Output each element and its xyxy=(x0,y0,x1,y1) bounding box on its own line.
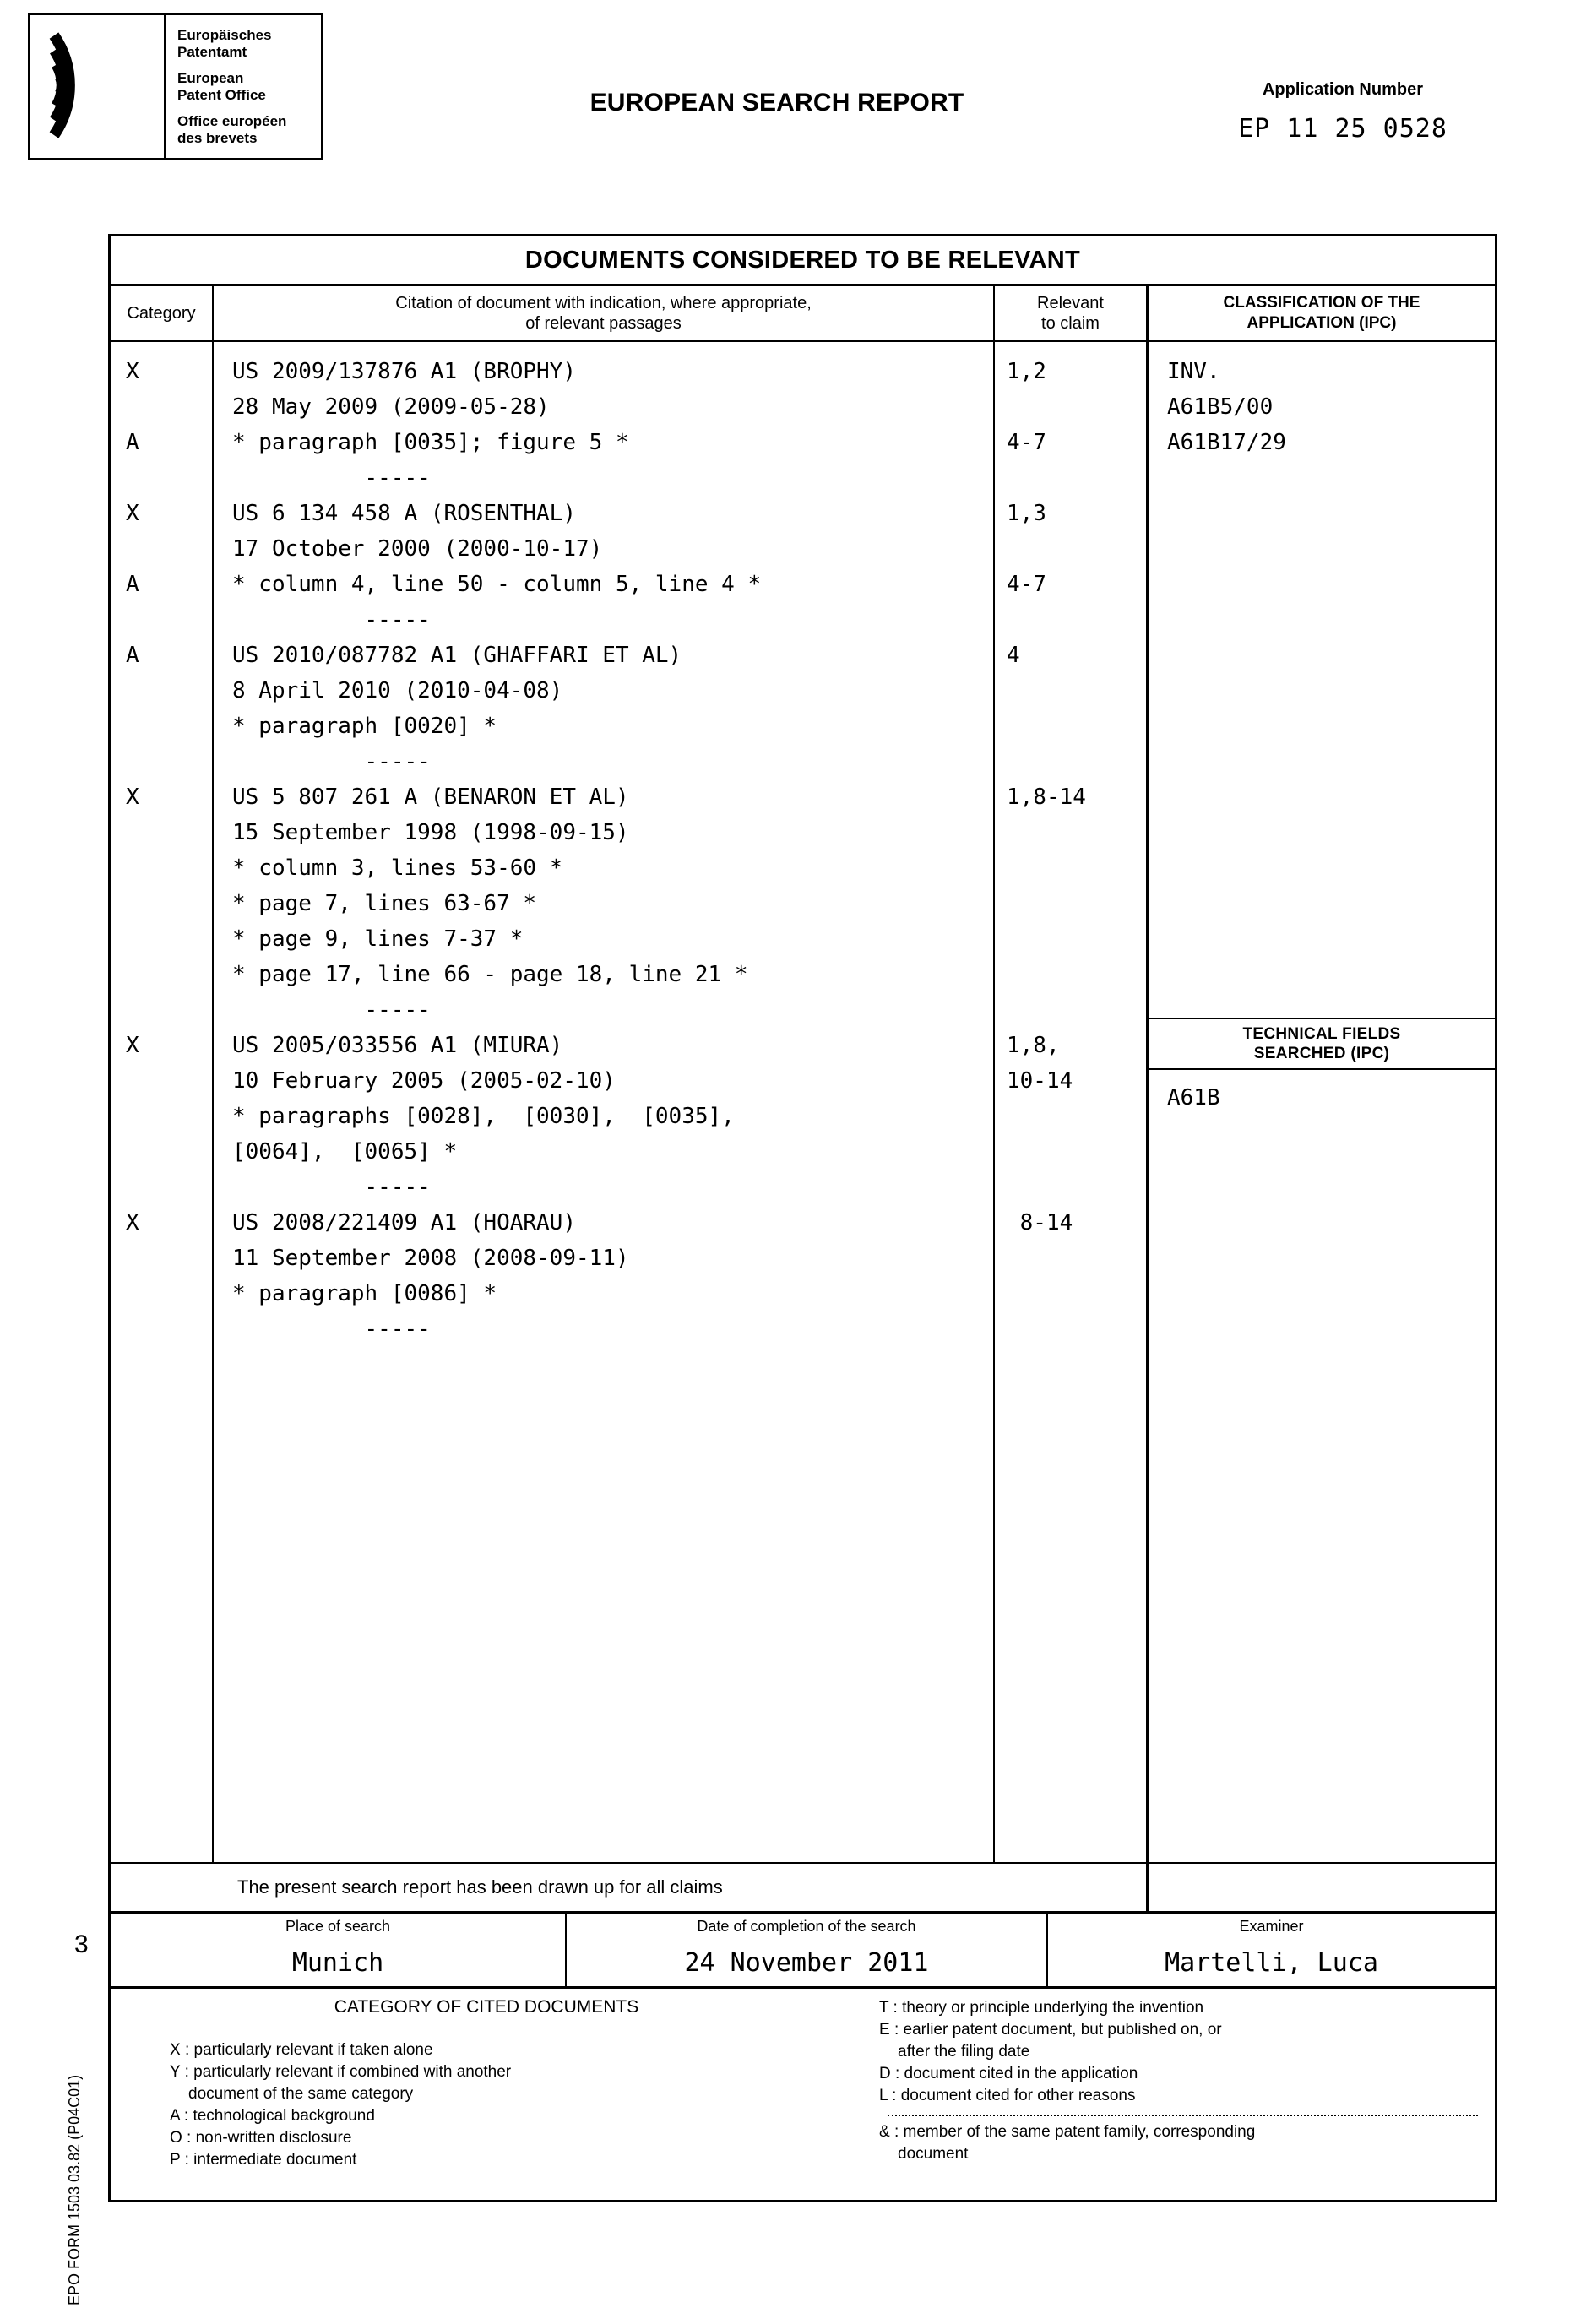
header-relevant xyxy=(995,286,1146,342)
technical-fields-value: A61B xyxy=(1167,1085,1220,1110)
claims-blank xyxy=(1149,1864,1495,1911)
form-reference: EPO FORM 1503 03.82 (P04C01) xyxy=(66,2074,83,2305)
column-classification xyxy=(1149,286,1495,1862)
legend-item-o xyxy=(170,2127,854,2149)
place-of-search-cell xyxy=(111,1914,567,1986)
legend-item-x-main: X : particularly relevant if taken alone xyxy=(170,2041,433,2059)
logo-line-en-2: Patent Office xyxy=(177,87,266,103)
legend-item-p-main: P : intermediate document xyxy=(170,2151,357,2169)
place-of-search-value: Munich xyxy=(291,1947,384,1978)
date-of-completion-label: Date of completion of the search xyxy=(697,1917,916,1935)
legend-item-y xyxy=(170,2061,854,2105)
legend-section xyxy=(111,1986,1495,2200)
logo-line-en-1: European xyxy=(177,70,244,86)
relevant-values: 1,2 4-7 1,3 4-7 4 1,8-14 1,8, 10-14 8-14 xyxy=(1007,359,1086,1235)
logo-line-de-2: Patentamt xyxy=(177,44,247,60)
cell-citation xyxy=(214,342,993,1862)
technical-fields-line2: SEARCHED (IPC) xyxy=(1253,1045,1390,1062)
page-number: 3 xyxy=(74,1930,89,1958)
date-of-completion-cell xyxy=(567,1914,1048,1986)
column-relevant xyxy=(995,286,1149,1862)
category-values: X A X A A X X X xyxy=(126,359,139,1235)
header-citation xyxy=(214,286,993,342)
claims-strip xyxy=(111,1862,1495,1911)
legend-title: CATEGORY OF CITED DOCUMENTS xyxy=(334,1997,639,2017)
epo-logo-text xyxy=(166,15,321,158)
date-of-completion-value: 24 November 2011 xyxy=(684,1947,929,1978)
column-category xyxy=(111,286,214,1862)
logo-line-fr-2: des brevets xyxy=(177,130,258,146)
citation-values: US 2009/137876 A1 (BROPHY) 28 May 2009 (2009-05-28) * paragraph [0035]; figure 5 * ----- US 6 134 458 A (ROSENTHAL) 17 October 2000 (2000-10-17) * column 4, line 50 - column 5, line 4 * ----- US 2010/087782 A1 (GHAFFARI ET AL) 8 April 2010 (2010-04-08) * paragraph [0020] * ----- US 5 807 261 A (BENARON ET AL) 15 September 1998 (1998-09-15) * column 3, lines 53-60 * * page 7, lines 63-67 * * page 9, lines 7-37 * * page 17, line 66 - page 18, line 21 * ----- US 2005/033556 A1 (MIURA) 10 February 2005 (2005-02-10) * paragraphs [0028], [0030], [0035], [0064], [0065] * ----- US 2008/221409 A1 (HOARAU) 11 September 2008 (2008-09-11) * paragraph [0086] * ----- xyxy=(232,359,762,1342)
legend-item-y-main: Y : particularly relevant if combined with another xyxy=(170,2063,512,2081)
legend-item-e-sub: after the filing date xyxy=(898,2043,1030,2061)
legend-item-d xyxy=(879,2063,1478,2085)
legend-item-family-sub: document xyxy=(898,2145,969,2163)
logo-line-de-1: Europäisches xyxy=(177,27,272,43)
cell-category xyxy=(111,342,212,1862)
epo-logo-box xyxy=(28,13,323,160)
legend-divider xyxy=(888,2114,1478,2116)
examiner-label: Examiner xyxy=(1239,1917,1304,1935)
legend-item-e-main: E : earlier patent document, but published on, or xyxy=(879,2021,1222,2039)
header-classification-line1: CLASSIFICATION OF THE xyxy=(1223,294,1420,312)
page-header xyxy=(0,0,1586,182)
cell-relevant xyxy=(995,342,1146,1862)
claims-note: The present search report has been drawn up for all claims xyxy=(111,1864,1149,1911)
examiner-value: Martelli, Luca xyxy=(1165,1947,1378,1978)
technical-fields-line1: TECHNICAL FIELDS xyxy=(1242,1025,1401,1043)
legend-item-x xyxy=(170,2039,854,2061)
page-title: EUROPEAN SEARCH REPORT xyxy=(589,89,964,117)
legend-item-y-sub: document of the same category xyxy=(188,2085,414,2103)
legend-item-family-main: & : member of the same patent family, corresponding xyxy=(879,2123,1256,2141)
header-relevant-line1: Relevant xyxy=(1037,294,1104,312)
technical-fields-box xyxy=(1149,1018,1495,1070)
legend-item-family xyxy=(879,2121,1478,2165)
application-number-label: Application Number xyxy=(1262,80,1423,99)
legend-item-p xyxy=(170,2149,854,2171)
legend-right-column xyxy=(854,1989,1495,2200)
legend-item-t xyxy=(879,1997,1478,2019)
ipc-classification-values: INV. A61B5/00 A61B17/29 xyxy=(1167,359,1286,455)
legend-item-a xyxy=(170,2105,854,2127)
header-classification-line2: APPLICATION (IPC) xyxy=(1247,314,1397,332)
legend-item-e xyxy=(879,2019,1478,2063)
table-columns xyxy=(111,286,1495,1862)
legend-item-l-main: L : document cited for other reasons xyxy=(879,2087,1136,2104)
header-relevant-line2: to claim xyxy=(1041,314,1100,333)
legend-item-a-main: A : technological background xyxy=(170,2107,375,2125)
examiner-cell xyxy=(1048,1914,1495,1986)
legend-item-l xyxy=(879,2085,1478,2107)
legend-item-t-main: T : theory or principle underlying the invention xyxy=(879,1999,1204,2017)
logo-line-fr-1: Office européen xyxy=(177,113,287,129)
header-classification xyxy=(1149,286,1495,342)
legend-item-d-main: D : document cited in the application xyxy=(879,2065,1138,2082)
application-number-value: EP 11 25 0528 xyxy=(1238,114,1447,144)
documents-band-title: DOCUMENTS CONSIDERED TO BE RELEVANT xyxy=(111,236,1495,286)
legend-item-o-main: O : non-written disclosure xyxy=(170,2129,352,2147)
documents-table xyxy=(108,234,1497,2202)
search-details-row xyxy=(111,1911,1495,1986)
header-citation-line2: of relevant passages xyxy=(525,314,682,333)
epo-logo-icon xyxy=(30,15,166,158)
column-citation xyxy=(214,286,995,1862)
place-of-search-label: Place of search xyxy=(285,1917,391,1935)
header-citation-line1: Citation of document with indication, where appropriate, xyxy=(395,294,812,312)
legend-left-column xyxy=(111,1989,854,2200)
cell-classification xyxy=(1149,342,1495,1862)
header-category: Category xyxy=(111,286,212,342)
